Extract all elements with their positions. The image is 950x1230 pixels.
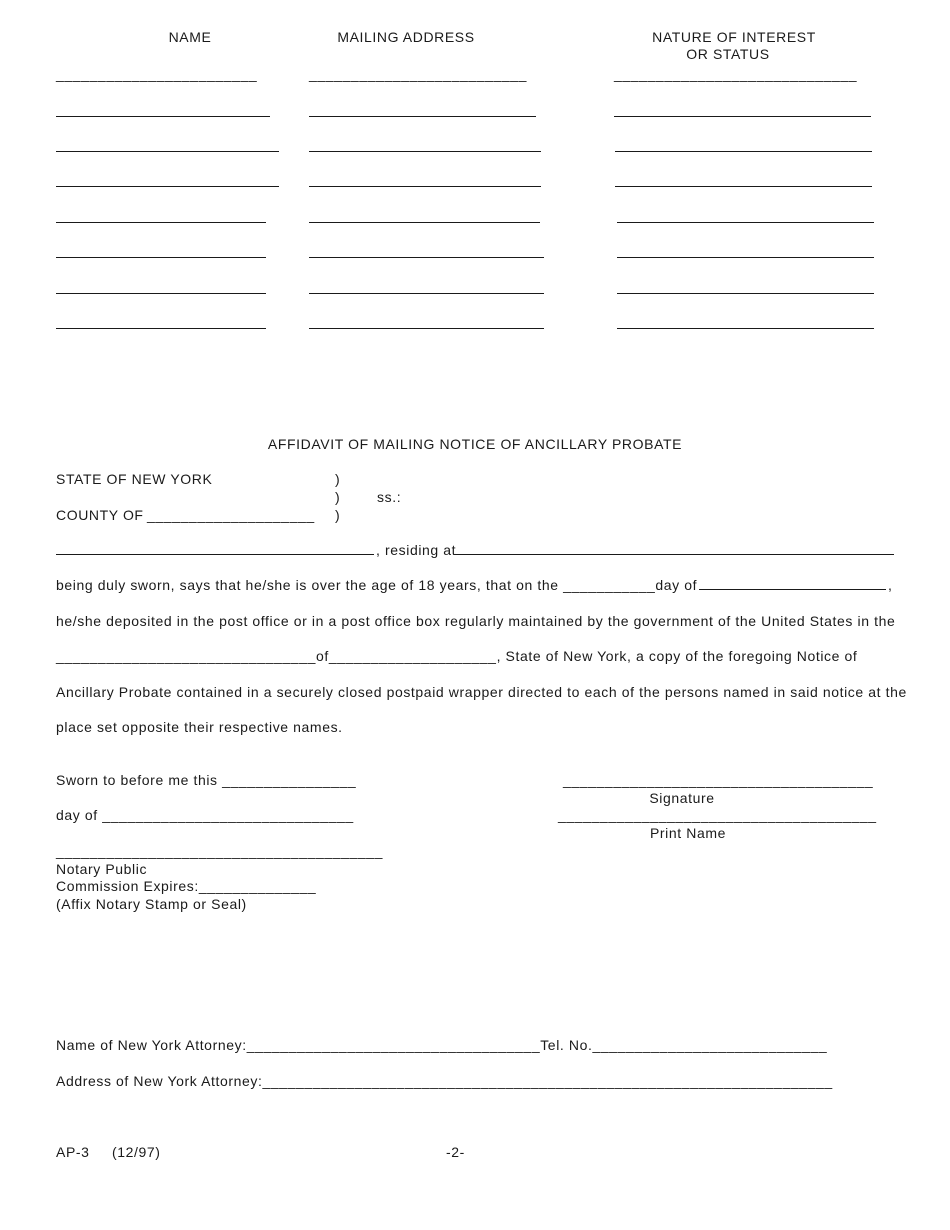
page-number: -2- xyxy=(446,1144,465,1160)
address-field-row-7[interactable] xyxy=(309,293,544,294)
affidavit-title: AFFIDAVIT OF MAILING NOTICE OF ANCILLARY PROBATE xyxy=(267,436,683,452)
name-field-row-8[interactable] xyxy=(56,328,266,329)
form-id: AP-3 xyxy=(56,1144,90,1160)
name-field-row-5[interactable] xyxy=(56,222,266,223)
wrapper-statement-line: Ancillary Probate contained in a securely closed postpaid wrapper directed to each of the persons named in said notice at the xyxy=(56,684,907,700)
interest-field-row-4[interactable] xyxy=(615,186,872,187)
address-field-row-2[interactable] xyxy=(309,116,536,117)
column-header-interest-line2: OR STATUS xyxy=(686,46,770,62)
sworn-statement-comma: , xyxy=(888,577,893,593)
name-field-row-3[interactable] xyxy=(56,151,279,152)
form-revision: (12/97) xyxy=(112,1144,161,1160)
attorney-name-line: Name of New York Attorney:___________________________________Tel. No.____________________________ xyxy=(56,1037,828,1053)
interest-field-row-1[interactable]: _____________________________ xyxy=(614,66,858,82)
attorney-address-line: Address of New York Attorney:____________________________________________________________________ xyxy=(56,1073,833,1089)
sworn-statement-line: being duly sworn, says that he/she is over the age of 18 years, that on the ___________day of xyxy=(56,577,698,593)
sworn-before-line: Sworn to before me this ________________ xyxy=(56,772,357,788)
address-field-row-5[interactable] xyxy=(309,222,540,223)
place-statement-line: place set opposite their respective names. xyxy=(56,719,343,735)
interest-field-row-3[interactable] xyxy=(615,151,872,152)
name-field-row-1[interactable]: ________________________ xyxy=(56,66,258,82)
column-header-mailing-address: MAILING ADDRESS xyxy=(337,29,475,45)
interest-field-row-6[interactable] xyxy=(617,257,874,258)
commission-expires-line: Commission Expires:______________ xyxy=(56,878,317,894)
affix-seal-note: (Affix Notary Stamp or Seal) xyxy=(56,896,247,912)
address-field-row-8[interactable] xyxy=(309,328,544,329)
state-label: STATE OF NEW YORK xyxy=(56,471,213,487)
column-header-name: NAME xyxy=(168,29,212,45)
print-name-label: Print Name xyxy=(649,825,727,841)
jurat-day-of-line: day of ______________________________ xyxy=(56,807,354,823)
print-name-line[interactable]: ______________________________________ xyxy=(558,807,877,823)
notary-signature-line[interactable]: _______________________________________ xyxy=(56,843,384,859)
county-label: COUNTY OF xyxy=(56,507,144,523)
month-year-field[interactable] xyxy=(699,589,886,590)
name-field-row-7[interactable] xyxy=(56,293,266,294)
venue-paren-3: ) xyxy=(335,507,341,523)
deposited-statement-line: he/she deposited in the post office or in a post office box regularly maintained by the government of the United States in the xyxy=(56,613,896,629)
ss-label: ss.: xyxy=(377,489,402,505)
residence-field[interactable] xyxy=(455,554,894,555)
interest-field-row-8[interactable] xyxy=(617,328,874,329)
location-statement-line: _______________________________of____________________, State of New York, a copy of the foregoing Notice of xyxy=(56,648,858,664)
name-field-row-2[interactable] xyxy=(56,116,270,117)
column-header-interest-line1: NATURE OF INTEREST xyxy=(652,29,816,45)
address-field-row-6[interactable] xyxy=(309,257,544,258)
address-field-row-4[interactable] xyxy=(309,186,541,187)
notary-public-label: Notary Public xyxy=(56,861,148,877)
name-field-row-6[interactable] xyxy=(56,257,266,258)
county-field[interactable]: ____________________ xyxy=(147,507,315,523)
name-field-row-4[interactable] xyxy=(56,186,279,187)
interest-field-row-2[interactable] xyxy=(614,116,871,117)
residing-at-label: , residing at xyxy=(376,542,457,558)
address-field-row-1[interactable]: __________________________ xyxy=(309,66,528,82)
interest-field-row-7[interactable] xyxy=(617,293,874,294)
deponent-name-field[interactable] xyxy=(56,554,374,555)
address-field-row-3[interactable] xyxy=(309,151,541,152)
signature-line[interactable]: _____________________________________ xyxy=(563,772,874,788)
signature-label: Signature xyxy=(649,790,715,806)
interest-field-row-5[interactable] xyxy=(617,222,874,223)
venue-paren-2: ) xyxy=(335,489,341,505)
venue-paren-1: ) xyxy=(335,471,341,487)
